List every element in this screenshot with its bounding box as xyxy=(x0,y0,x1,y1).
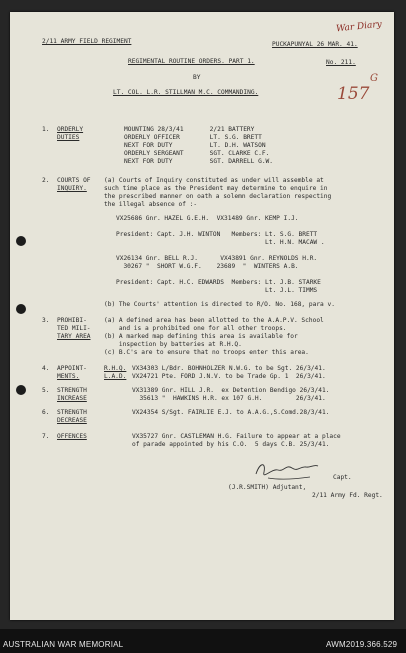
section-3-heading-2: TED MILI- xyxy=(57,325,91,332)
section-2-group-1-line: Lt. H.N. MACAW . xyxy=(116,239,325,246)
section-2-intro-line: the prescribed manner on oath a solemn declaration respecting xyxy=(104,193,332,200)
section-3-heading-1: PROHIBI- xyxy=(57,317,87,324)
section-4-line-2: VX24721 Pte. FORD J.N.V. to be Trade Gp. 1 26/3/41. xyxy=(132,373,326,380)
punch-hole-middle xyxy=(16,304,26,314)
unit-name: 2/11 ARMY FIELD REGIMENT xyxy=(42,38,132,45)
section-7-line: of parade appointed by his C.O. 5 days C.B. 25/3/41. xyxy=(132,441,330,448)
section-2-heading-1: COURTS OF xyxy=(57,177,91,184)
section-6-heading-1: STRENGTH xyxy=(57,409,87,416)
section-2-group-2-line: VX26134 Gnr. BELL R.J. VX43891 Gnr. REYNOLDS H.R. xyxy=(116,255,318,262)
section-2-group-1-line: VX25686 Gnr. HAZEL G.E.H. VX31489 Gnr. KEMP I.J. xyxy=(116,215,299,222)
section-5-heading-1: STRENGTH xyxy=(57,387,87,394)
section-7-heading-1: OFFENCES xyxy=(57,433,87,440)
section-1-line: NEXT FOR DUTY LT. D.H. WATSON xyxy=(124,142,266,149)
page-number-annotation: 157 xyxy=(337,84,370,104)
section-2-note: (b) The Courts' attention is directed to R/O. No. 168, para v. xyxy=(104,301,335,308)
footer-institution: AUSTRALIAN WAR MEMORIAL xyxy=(3,640,124,649)
section-6-line: VX24354 S/Sgt. FAIRLIE E.J. to A.A.G.,S.Comd.28/3/41. xyxy=(132,409,330,416)
signature-scrawl xyxy=(250,458,322,482)
section-2-group-1-line: President: Capt. J.H. WINTON Members: Lt. S.G. BRETT xyxy=(116,231,318,238)
section-1-line: ORDERLY SERGEANT SGT. CLARKE C.F. xyxy=(124,150,270,157)
section-5-line: VX31389 Gnr. HILL J.R. ex Detention Bendigo 26/3/41. xyxy=(132,387,330,394)
section-2-intro-line: (a) Courts of Inquiry constituted as under will assemble at xyxy=(104,177,324,184)
section-3-line: and is a prohibited one for all other troops. xyxy=(104,325,287,332)
section-3-line: inspection by batteries at R.H.Q. xyxy=(104,341,242,348)
section-1-line: NEXT FOR DUTY SGT. DARRELL G.W. xyxy=(124,158,274,165)
section-4-heading-1: APPOINT- xyxy=(57,365,87,372)
section-2-intro-line: such time place as the President may determine to enquire in xyxy=(104,185,328,192)
order-number: No. 211. xyxy=(326,59,356,66)
page-suffix-annotation: G xyxy=(370,73,378,84)
section-1-heading-1: ORDERLY xyxy=(57,126,84,133)
section-1-line: MOUNTING 28/3/41 2/21 BATTERY xyxy=(124,126,255,133)
section-2-group-2-line: Lt. J.L. TIMMS xyxy=(116,287,318,294)
document-title: REGIMENTAL ROUTINE ORDERS. PART 1. xyxy=(128,58,255,65)
location-date: PUCKAPUNYAL 26 MAR. 41. xyxy=(272,41,358,48)
section-6-number: 6. xyxy=(42,409,50,416)
section-1-number: 1. xyxy=(42,126,50,133)
section-2-intro-line: the illegal absence of :- xyxy=(104,201,198,208)
by-label: BY xyxy=(193,74,201,81)
section-7-number: 7. xyxy=(42,433,50,440)
section-3-number: 3. xyxy=(42,317,50,324)
section-3-line: (a) A defined area has been allotted to the A.A.P.V. School xyxy=(104,317,324,324)
punch-hole-top xyxy=(16,236,26,246)
signature-unit: 2/11 Army Fd. Regt. xyxy=(312,492,383,499)
section-1-heading-2: DUTIES xyxy=(57,134,80,141)
section-4-prefix-rhq: R.H.Q. xyxy=(104,365,127,372)
section-7-line: VX35727 Gnr. CASTLEMAN H.G. Failure to appear at a place xyxy=(132,433,341,440)
section-4-number: 4. xyxy=(42,365,50,372)
section-3-line: (c) B.C's are to ensure that no troops enter this area. xyxy=(104,349,309,356)
signature-name: (J.R.SMITH) Adjutant, xyxy=(228,484,307,491)
section-1-line: ORDERLY OFFICER LT. S.G. BRETT xyxy=(124,134,262,141)
war-diary-annotation: War Diary xyxy=(335,19,383,35)
section-2-group-2-line: 30267 " SHORT W.G.F. 23689 " WINTERS A.B. xyxy=(116,263,299,270)
section-4-prefix-lad: L.A.D. xyxy=(104,373,127,380)
section-2-number: 2. xyxy=(42,177,50,184)
section-3-line: (b) A marked map defining this area is available for xyxy=(104,333,298,340)
section-4-heading-2: MENTS. xyxy=(57,373,80,380)
section-2-heading-2: INQUIRY. xyxy=(57,185,87,192)
section-6-heading-2: DECREASE xyxy=(57,417,87,424)
commander-line: LT. COL. L.R. STILLMAN M.C. COMMANDING. xyxy=(113,89,259,96)
section-4-line-1: VX34303 L/Bdr. BOHNHOLZER N.W.G. to be Sgt. 26/3/41. xyxy=(132,365,326,372)
section-3-heading-3: TARY AREA xyxy=(57,333,91,340)
section-5-heading-2: INCREASE xyxy=(57,395,87,402)
section-5-number: 5. xyxy=(42,387,50,394)
signature-rank: Capt. xyxy=(333,474,352,481)
section-5-line: 35613 " HAWKINS H.R. ex 107 G.H. 26/3/41. xyxy=(132,395,326,402)
footer-accession-number: AWM2019.366.529 xyxy=(326,640,398,649)
punch-hole-bottom xyxy=(16,385,26,395)
section-2-group-2-line: President: Capt. H.C. EDWARDS Members: Lt. J.B. STARKE xyxy=(116,279,321,286)
